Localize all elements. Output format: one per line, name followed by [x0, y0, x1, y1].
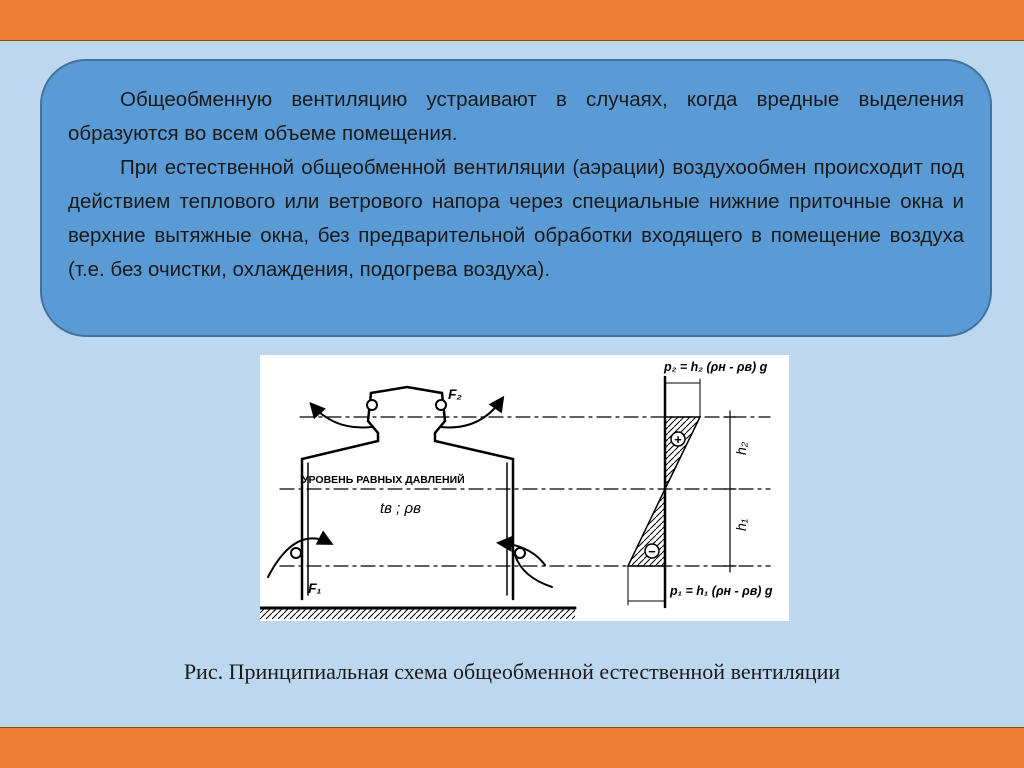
- p1-formula: p₁ = h₁ (ρн - ρв) g: [670, 584, 773, 598]
- bottom-window-left: [291, 548, 301, 558]
- top-window-left: [367, 400, 377, 410]
- f2-label: F₂: [448, 386, 462, 402]
- temp-density-label: tв ; ρв: [380, 500, 421, 517]
- minus-sign: −: [648, 544, 656, 559]
- ground-hatch: [260, 609, 575, 619]
- h2-label: h₂: [733, 441, 749, 455]
- paragraph-2: При естественной общеобменной вентиляции (аэрации) воздухообмен происходит под действием теплового или ветрового напора через специальные нижние приточные окна и верхние вытяжные окна, без предварительной обработки входящего в помещение воздуха (т.е. без очистки, охлаждения, подогрева воздуха).: [68, 156, 964, 281]
- bottom-accent-bar: [0, 727, 1024, 768]
- figure-caption: Рис. Принципиальная схема общеобменной естественной вентиляции: [183, 659, 841, 684]
- ventilation-diagram: [260, 355, 789, 621]
- plus-sign: +: [674, 432, 682, 447]
- equal-pressure-label: УРОВЕНЬ РАВНЫХ ДАВЛЕНИЙ: [302, 474, 465, 486]
- exhaust-arrow-right: [441, 399, 502, 427]
- top-accent-bar: [0, 0, 1024, 41]
- supply-arrow-right: [515, 555, 552, 587]
- paragraph-1: Общеобменную вентиляцию устраивают в случаях, когда вредные выделения образуются во всем объеме помещения.: [68, 88, 964, 145]
- exhaust-arrow-left: [312, 405, 372, 428]
- text-panel: [40, 59, 992, 337]
- positive-pressure-zone: [665, 417, 700, 489]
- f1-label: F₁: [308, 580, 322, 596]
- top-window-right: [436, 400, 446, 410]
- h1-label: h₁: [733, 518, 749, 531]
- p2-formula: p₂ = h₂ (ρн - ρв) g: [664, 360, 768, 374]
